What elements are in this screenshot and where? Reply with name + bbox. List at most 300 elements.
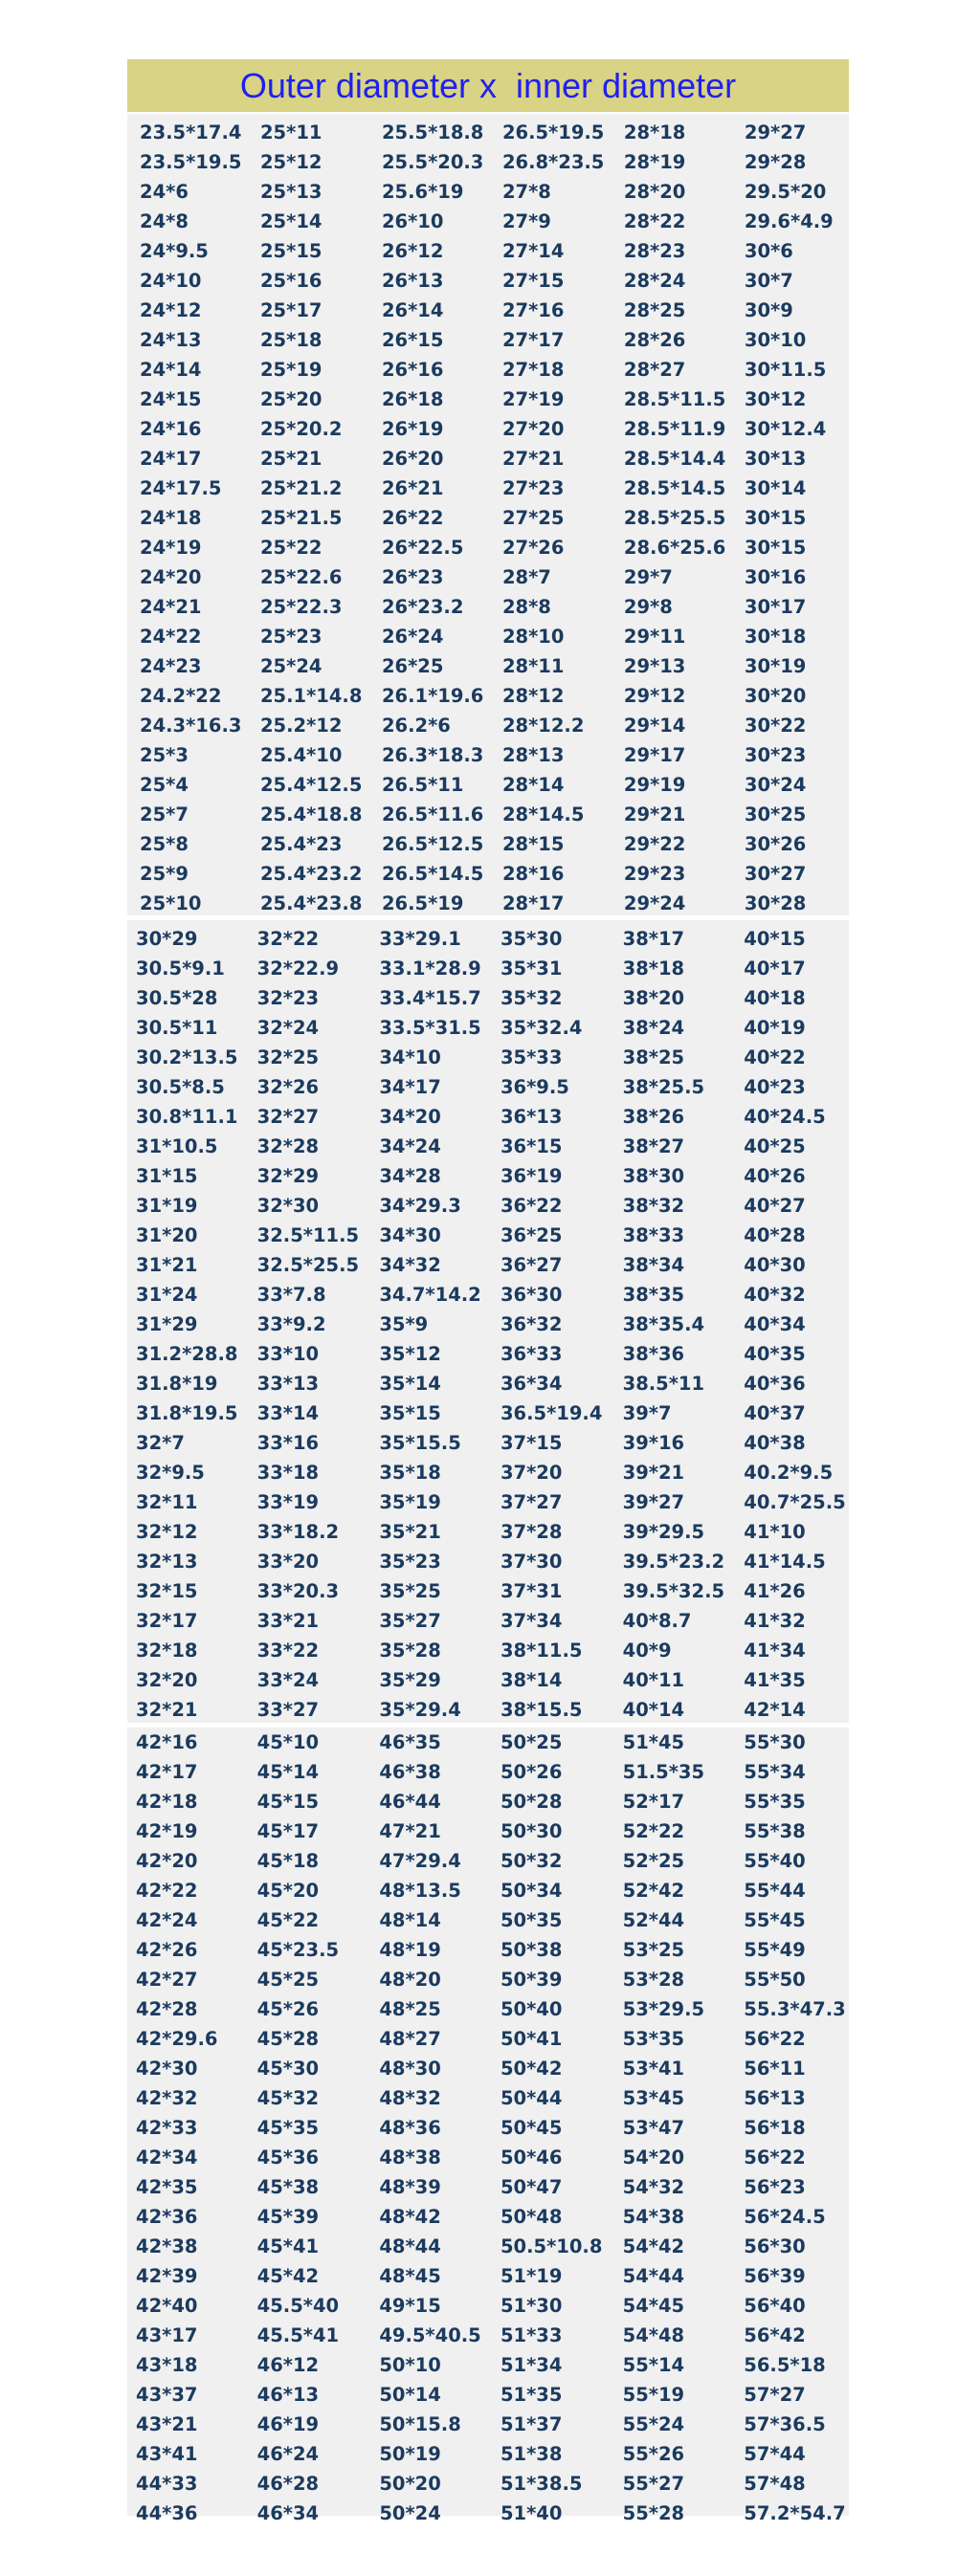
size-cell: 30*18 [744,626,807,648]
size-cell: 24*6 [140,181,189,203]
size-cell: 56.5*18 [744,2354,826,2376]
size-cell: 30*15 [744,507,807,529]
size-cell: 32*21 [136,1699,198,1721]
size-cell: 40*19 [744,1017,806,1039]
size-cell: 33*18 [256,1462,320,1484]
size-cell: 35*18 [379,1462,441,1484]
size-cell: 38*26 [622,1106,685,1128]
size-cell: 56*22 [744,2028,806,2050]
size-cell: 42*24 [136,1909,198,1931]
size-cell: 25*17 [259,299,323,321]
size-cell: 25.1*14.8 [259,685,363,707]
size-cell: 50*46 [500,2147,563,2169]
size-cell: 27*23 [501,477,565,499]
table-row [127,177,849,207]
size-cell: 28.5*25.5 [623,507,726,529]
size-cell: 32*15 [136,1580,198,1602]
size-cell: 25*21.2 [259,477,343,499]
table-row [127,266,849,296]
size-cell: 54*38 [622,2206,685,2228]
size-cell: 28*26 [623,329,686,351]
size-cell: 50*44 [500,2087,563,2109]
size-cell: 40*32 [744,1284,806,1306]
size-cell: 38*20 [622,987,685,1009]
table-row [127,1695,849,1725]
table-row [127,2143,849,2172]
size-cell: 40*36 [744,1373,806,1395]
size-cell: 26.5*11.6 [381,804,484,826]
size-cell: 35*15 [379,1402,441,1424]
size-cell: 45*14 [256,1761,320,1783]
size-cell: 29*14 [623,715,686,737]
table-row [127,1221,849,1250]
size-cell: 33*16 [256,1432,320,1454]
size-cell: 50*10 [379,2354,441,2376]
size-cell: 50*28 [500,1791,563,1813]
table-row [127,1191,849,1221]
size-cell: 47*21 [379,1820,441,1842]
size-cell: 30*12.4 [744,418,827,440]
size-cell: 25.4*23 [259,833,343,855]
size-cell: 25*20.2 [259,418,343,440]
table-row [127,562,849,592]
size-cell: 37*20 [500,1462,563,1484]
size-cell: 28*19 [623,151,686,173]
size-cell: 29*23 [623,863,686,885]
size-cell: 26.5*11 [381,774,464,796]
size-cell: 25*18 [259,329,323,351]
size-cell: 30.5*8.5 [136,1076,225,1098]
size-cell: 50*30 [500,1820,563,1842]
size-cell: 45*10 [256,1731,320,1753]
table-row [127,1606,849,1636]
size-cell: 24*8 [140,210,189,232]
size-cell: 39*27 [622,1491,685,1513]
size-cell: 48*36 [379,2117,441,2139]
size-cell: 25*22 [259,537,323,559]
size-cell: 26.5*19 [381,892,464,914]
size-cell: 55*45 [744,1909,806,1931]
size-cell: 25*23 [259,626,323,648]
size-cell: 46*38 [379,1761,441,1783]
size-cell: 30.5*11 [136,1017,218,1039]
size-cell: 25*19 [259,359,323,381]
size-cell: 30.5*9.1 [136,958,225,980]
table-row [127,1517,849,1547]
size-cell: 39*16 [622,1432,685,1454]
table-row [127,740,849,770]
size-cell: 35*14 [379,1373,441,1395]
size-cell: 41*35 [744,1669,806,1691]
size-cell: 28*15 [501,833,565,855]
size-cell: 45*28 [256,2028,320,2050]
size-cell: 56*42 [744,2324,806,2346]
size-cell: 24.2*22 [140,685,222,707]
size-cell: 26*16 [381,359,444,381]
size-cell: 45*35 [256,2117,320,2139]
size-cell: 43*18 [136,2354,198,2376]
size-cell: 51*38.5 [500,2473,583,2495]
size-cell: 33.1*28.9 [379,958,481,980]
size-cell: 38*35.4 [622,1313,705,1335]
size-cell: 30*11.5 [744,359,827,381]
size-cell: 32.5*11.5 [256,1224,360,1246]
size-cell: 25.6*19 [381,181,464,203]
size-cell: 30.8*11.1 [136,1106,238,1128]
size-cell: 25*3 [140,744,189,766]
table-row [127,1994,849,2024]
size-cell: 29*19 [623,774,686,796]
size-cell: 23.5*19.5 [140,151,242,173]
size-cell: 25*12 [259,151,323,173]
size-cell: 28*12.2 [501,715,585,737]
size-cell: 25*21 [259,448,323,470]
size-cell: 27*8 [501,181,551,203]
size-cell: 28*13 [501,744,565,766]
size-cell: 24*17.5 [140,477,222,499]
size-cell: 25*21.5 [259,507,343,529]
size-cell: 48*44 [379,2235,441,2257]
table-row [127,983,849,1013]
size-cell: 42*30 [136,2058,198,2080]
size-table [127,59,849,2524]
size-cell: 51*34 [500,2354,563,2376]
size-cell: 35*9 [379,1313,429,1335]
size-cell: 38*25 [622,1046,685,1068]
size-cell: 26*21 [381,477,444,499]
size-cell: 34*29.3 [379,1195,461,1217]
size-cell: 42*14 [744,1699,806,1721]
size-cell: 55*14 [622,2354,685,2376]
size-cell: 45*30 [256,2058,320,2080]
size-cell: 42*18 [136,1791,198,1813]
table-row [127,2469,849,2499]
size-cell: 28*12 [501,685,565,707]
size-cell: 50*20 [379,2473,441,2495]
size-cell: 48*25 [379,1998,441,2020]
table-row [127,1965,849,1994]
size-cell: 28.6*25.6 [623,537,726,559]
size-cell: 30*29 [136,928,198,950]
size-cell: 25*16 [259,270,323,292]
size-cell: 55*38 [744,1820,806,1842]
size-cell: 46*34 [256,2502,320,2524]
size-cell: 30*19 [744,655,807,677]
size-cell: 38*27 [622,1135,685,1157]
size-cell: 28*24 [623,270,686,292]
table-block-3 [127,1728,849,2524]
size-cell: 57*36.5 [744,2413,826,2435]
size-cell: 46*44 [379,1791,441,1813]
size-cell: 27*9 [501,210,551,232]
size-cell: 24*21 [140,596,202,618]
size-cell: 40*38 [744,1432,806,1454]
size-cell: 30*28 [744,892,807,914]
table-title: Outer diameter x inner diameter [239,65,737,105]
size-cell: 35*33 [500,1046,563,1068]
size-cell: 45.5*41 [256,2324,340,2346]
size-cell: 51*40 [500,2502,563,2524]
size-cell: 42*34 [136,2147,198,2169]
size-cell: 50*19 [379,2443,441,2465]
size-cell: 25.5*18.8 [381,121,484,143]
size-cell: 24*17 [140,448,202,470]
table-row [127,1787,849,1816]
size-cell: 32*17 [136,1610,198,1632]
size-cell: 25*14 [259,210,323,232]
size-cell: 35*25 [379,1580,441,1602]
size-cell: 55*40 [744,1850,806,1872]
table-row [127,889,849,918]
size-cell: 26.2*6 [381,715,451,737]
size-cell: 55*30 [744,1731,806,1753]
size-cell: 40*24.5 [744,1106,826,1128]
size-cell: 29*22 [623,833,686,855]
table-row [127,207,849,236]
size-cell: 25*11 [259,121,323,143]
size-cell: 38.5*11 [622,1373,705,1395]
size-cell: 35*12 [379,1343,441,1365]
size-cell: 48*38 [379,2147,441,2169]
size-cell: 24*10 [140,270,202,292]
size-cell: 42*39 [136,2265,198,2287]
size-cell: 44*36 [136,2502,198,2524]
table-row [127,2202,849,2232]
size-cell: 29*17 [623,744,686,766]
size-cell: 42*40 [136,2295,198,2317]
size-cell: 40.7*25.5 [744,1491,846,1513]
size-cell: 29*7 [623,566,673,588]
size-cell: 23.5*17.4 [140,121,242,143]
size-cell: 40*14 [622,1699,685,1721]
size-cell: 33*18.2 [256,1521,340,1543]
size-cell: 48*14 [379,1909,441,1931]
size-cell: 43*17 [136,2324,198,2346]
size-cell: 45*15 [256,1791,320,1813]
table-row [127,2113,849,2143]
size-cell: 42*28 [136,1998,198,2020]
size-cell: 29*21 [623,804,686,826]
size-cell: 42*36 [136,2206,198,2228]
table-row [127,1369,849,1398]
size-cell: 54*42 [622,2235,685,2257]
size-cell: 51*37 [500,2413,563,2435]
size-cell: 30*16 [744,566,807,588]
size-cell: 31*24 [136,1284,198,1306]
size-cell: 36*9.5 [500,1076,569,1098]
table-row [127,473,849,503]
size-cell: 45*17 [256,1820,320,1842]
size-cell: 38*30 [622,1165,685,1187]
size-cell: 26.5*14.5 [381,863,484,885]
size-cell: 26*22.5 [381,537,464,559]
size-cell: 53*41 [622,2058,685,2080]
size-cell: 27*17 [501,329,565,351]
size-cell: 30*12 [744,388,807,410]
size-cell: 33*29.1 [379,928,461,950]
size-cell: 33*19 [256,1491,320,1513]
size-cell: 30*14 [744,477,807,499]
size-cell: 30*17 [744,596,807,618]
table-header [127,59,849,112]
table-row [127,355,849,385]
size-cell: 39.5*32.5 [622,1580,725,1602]
table-row [127,1132,849,1161]
size-cell: 31.8*19.5 [136,1402,238,1424]
size-cell: 42*33 [136,2117,198,2139]
size-cell: 29*24 [623,892,686,914]
table-row [127,1043,849,1072]
size-cell: 26.5*12.5 [381,833,484,855]
size-cell: 41*34 [744,1640,806,1662]
size-cell: 32*24 [256,1017,320,1039]
table-row [127,2291,849,2321]
size-cell: 35*31 [500,958,563,980]
table-row [127,1636,849,1665]
size-cell: 29*28 [744,151,807,173]
size-cell: 26*18 [381,388,444,410]
size-cell: 35*28 [379,1640,441,1662]
size-cell: 32*27 [256,1106,320,1128]
table-row [127,1013,849,1043]
size-cell: 50*40 [500,1998,563,2020]
size-cell: 32*13 [136,1551,198,1573]
size-cell: 40.2*9.5 [744,1462,834,1484]
table-row [127,325,849,355]
size-cell: 44*33 [136,2473,198,2495]
size-cell: 32*22.9 [256,958,340,980]
size-cell: 28.5*14.4 [623,448,726,470]
size-cell: 36*22 [500,1195,563,1217]
size-cell: 40*34 [744,1313,806,1335]
table-row [127,1816,849,1846]
size-cell: 36*33 [500,1343,563,1365]
size-cell: 54*20 [622,2147,685,2169]
size-cell: 54*48 [622,2324,685,2346]
size-cell: 31*10.5 [136,1135,218,1157]
size-cell: 32*29 [256,1165,320,1187]
size-cell: 40*18 [744,987,806,1009]
size-cell: 48*27 [379,2028,441,2050]
size-cell: 36*32 [500,1313,563,1335]
size-cell: 35*15.5 [379,1432,461,1454]
size-cell: 25*24 [259,655,323,677]
size-cell: 30*24 [744,774,807,796]
size-cell: 33*9.2 [256,1313,326,1335]
table-row [127,1757,849,1787]
size-cell: 38*35 [622,1284,685,1306]
size-cell: 32*12 [136,1521,198,1543]
size-cell: 35*27 [379,1610,441,1632]
table-row [127,147,849,177]
size-cell: 26*15 [381,329,444,351]
size-cell: 40*35 [744,1343,806,1365]
size-cell: 28.5*11.5 [623,388,726,410]
size-cell: 46*12 [256,2354,320,2376]
size-cell: 26*25 [381,655,444,677]
size-cell: 24.3*16.3 [140,715,242,737]
size-cell: 40*30 [744,1254,806,1276]
size-cell: 54*45 [622,2295,685,2317]
size-cell: 33*14 [256,1402,320,1424]
size-cell: 42*20 [136,1850,198,1872]
size-cell: 40*15 [744,928,806,950]
size-cell: 26*23.2 [381,596,464,618]
size-cell: 36*15 [500,1135,563,1157]
size-cell: 27*18 [501,359,565,381]
size-cell: 30.5*28 [136,987,218,1009]
size-cell: 56*11 [744,2058,806,2080]
size-cell: 32*23 [256,987,320,1009]
size-cell: 55*44 [744,1880,806,1902]
size-cell: 55*24 [622,2413,685,2435]
size-cell: 28*16 [501,863,565,885]
size-cell: 27*26 [501,537,565,559]
size-cell: 25*7 [140,804,189,826]
size-cell: 31*29 [136,1313,198,1335]
size-cell: 40*37 [744,1402,806,1424]
size-cell: 45*22 [256,1909,320,1931]
size-cell: 36*25 [500,1224,563,1246]
size-cell: 39*29.5 [622,1521,705,1543]
size-cell: 38*15.5 [500,1699,583,1721]
size-cell: 38*14 [500,1669,563,1691]
size-cell: 27*16 [501,299,565,321]
size-cell: 51*19 [500,2265,563,2287]
table-row [127,533,849,562]
size-cell: 30*7 [744,270,793,292]
size-cell: 32*26 [256,1076,320,1098]
size-cell: 25.4*12.5 [259,774,363,796]
table-row [127,2172,849,2202]
size-cell: 26*13 [381,270,444,292]
table-row [127,2232,849,2261]
table-row [127,770,849,800]
size-cell: 37*27 [500,1491,563,1513]
size-cell: 29.6*4.9 [744,210,834,232]
size-cell: 57*27 [744,2384,806,2406]
size-cell: 51*30 [500,2295,563,2317]
size-cell: 32*28 [256,1135,320,1157]
size-cell: 48*13.5 [379,1880,461,1902]
size-cell: 52*42 [622,1880,685,1902]
size-cell: 57*48 [744,2473,806,2495]
size-cell: 35*30 [500,928,563,950]
size-cell: 48*32 [379,2087,441,2109]
size-cell: 31*15 [136,1165,198,1187]
size-cell: 41*26 [744,1580,806,1602]
size-cell: 24*19 [140,537,202,559]
size-cell: 24*15 [140,388,202,410]
size-cell: 38*18 [622,958,685,980]
size-cell: 25.4*18.8 [259,804,363,826]
table-row [127,2439,849,2469]
table-row [127,1339,849,1369]
size-cell: 24*12 [140,299,202,321]
size-cell: 56*13 [744,2087,806,2109]
size-cell: 34*10 [379,1046,441,1068]
size-cell: 25*13 [259,181,323,203]
size-cell: 24*13 [140,329,202,351]
table-row [127,236,849,266]
table-row [127,2410,849,2439]
size-cell: 56*24.5 [744,2206,826,2228]
size-cell: 45*32 [256,2087,320,2109]
size-cell: 38*36 [622,1343,685,1365]
size-cell: 28*14.5 [501,804,585,826]
table-row [127,444,849,473]
size-cell: 55*49 [744,1939,806,1961]
